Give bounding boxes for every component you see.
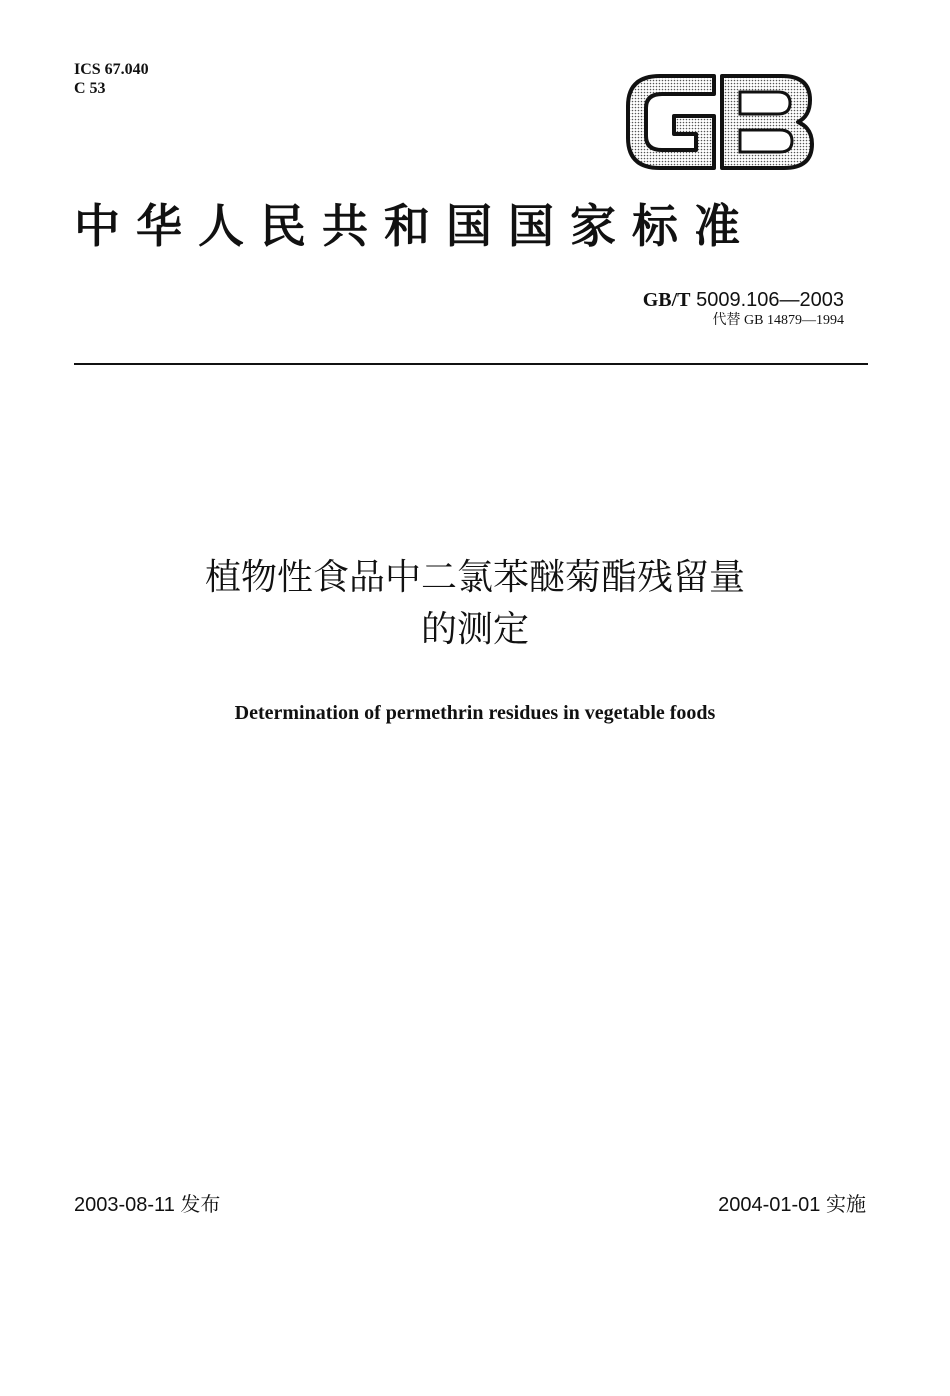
document-title-english: Determination of permethrin residues in vegetable foods bbox=[234, 702, 716, 724]
gb-logo bbox=[622, 70, 816, 174]
standard-number bbox=[643, 288, 844, 312]
standard-number-block bbox=[643, 288, 844, 330]
standard-number-prefix: GB/T bbox=[642, 289, 691, 311]
national-standard-title: 中华人民共和国国家标准 bbox=[74, 199, 756, 253]
implementation-date: 2004-01-01 实施 bbox=[718, 1194, 866, 1216]
header-divider bbox=[74, 363, 868, 365]
issue-date: 2003-08-11 发布 bbox=[74, 1194, 221, 1216]
ics-code: ICS 67.040 bbox=[74, 61, 149, 78]
document-title-line-2: 的测定 bbox=[420, 609, 529, 650]
standard-number-value: 5009.106—2003 bbox=[696, 289, 844, 311]
ccs-code: C 53 bbox=[74, 80, 106, 97]
replaces-standard: 代替 GB 14879—1994 bbox=[712, 313, 844, 328]
document-title-chinese bbox=[0, 552, 950, 656]
classification-codes bbox=[74, 60, 149, 98]
document-title-line-1: 植物性食品中二氯苯醚菊酯残留量 bbox=[204, 557, 745, 598]
